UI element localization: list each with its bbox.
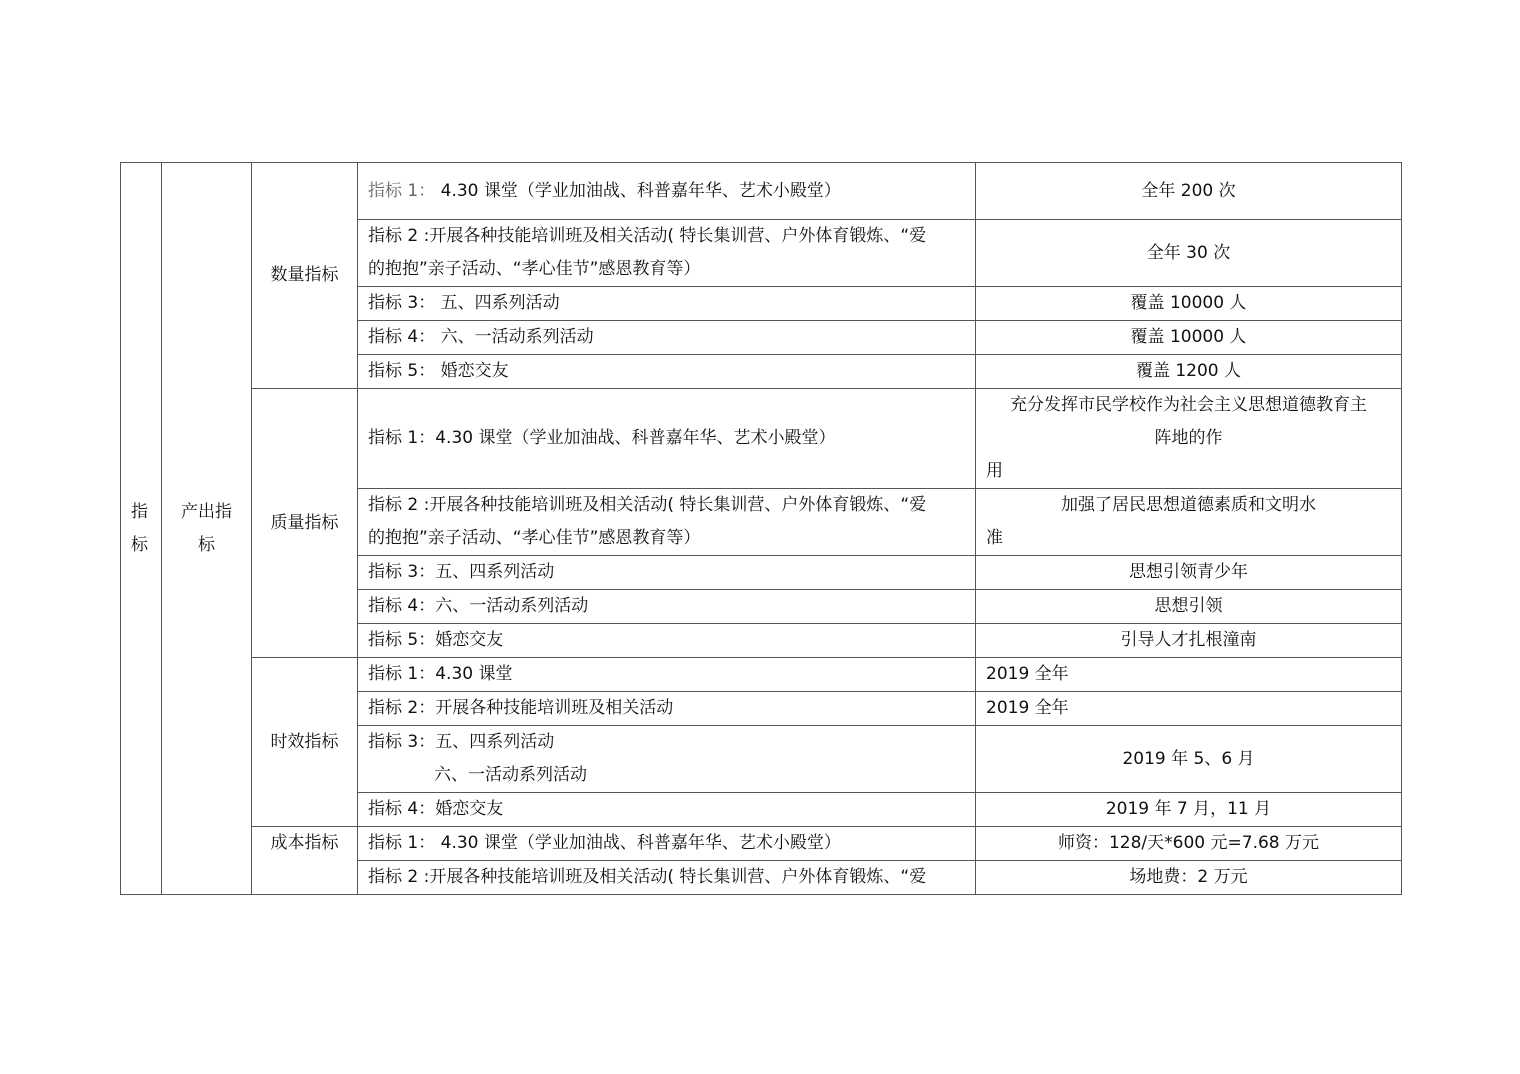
indicator-text: 指标 2 :开展各种技能培训班及相关活动( 特长集训营、户外体育锻炼、“爱 的抱抱”亲子活动、“孝心佳节”感恩教育等）: [358, 489, 976, 556]
indicator-value: 2019 年 5、6 月: [976, 726, 1402, 793]
indicator-text: 指标 4：婚恋交友: [358, 793, 976, 827]
category-quantity: 数量指标: [252, 163, 358, 389]
table-row: [121, 389, 1402, 489]
indicator-text: 指标 4： 六、一活动系列活动: [358, 321, 976, 355]
indicator-value: 思想引领: [976, 590, 1402, 624]
indicator-text: 指标 2 :开展各种技能培训班及相关活动( 特长集训营、户外体育锻炼、“爱 的抱抱”亲子活动、“孝心佳节”感恩教育等）: [358, 220, 976, 287]
category-cost: 成本指标: [252, 827, 358, 895]
indicator-value: 场地费：2 万元: [976, 861, 1402, 895]
indicator-text: 指标 2 :开展各种技能培训班及相关活动( 特长集训营、户外体育锻炼、“爱: [358, 861, 976, 895]
indicator-value: 覆盖 1200 人: [976, 355, 1402, 389]
indicator-value: 全年 30 次: [976, 220, 1402, 287]
performance-indicator-table: [120, 162, 1402, 895]
indicator-value: 覆盖 10000 人: [976, 287, 1402, 321]
category-timeliness: 时效指标: [252, 658, 358, 827]
category-quality: 质量指标: [252, 389, 358, 658]
indicator-value: 覆盖 10000 人: [976, 321, 1402, 355]
indicator-text: 指标 1：4.30 课堂: [358, 658, 976, 692]
indicator-value: 2019 全年: [976, 692, 1402, 726]
indicator-value: 充分发挥市民学校作为社会主义思想道德教育主 阵地的作 用: [976, 389, 1402, 489]
indicator-text: 指标 3： 五、四系列活动: [358, 287, 976, 321]
indicator-value: 师资：128/天*600 元=7.68 万元: [976, 827, 1402, 861]
indicator-text: 指标 4：六、一活动系列活动: [358, 590, 976, 624]
indicator-text: 指标 5：婚恋交友: [358, 624, 976, 658]
indicator-value: 引导人才扎根潼南: [976, 624, 1402, 658]
indicator-value: 全年 200 次: [976, 163, 1402, 220]
level2-cell: 产出指 标: [162, 163, 252, 895]
indicator-value: 思想引领青少年: [976, 556, 1402, 590]
indicator-text: 指标 1：4.30 课堂（学业加油战、科普嘉年华、艺术小殿堂）: [358, 389, 976, 489]
indicator-text: 指标 2：开展各种技能培训班及相关活动: [358, 692, 976, 726]
indicator-text: 指标 1： 4.30 课堂（学业加油战、科普嘉年华、艺术小殿堂）: [358, 827, 976, 861]
indicator-text: 指标 5： 婚恋交友: [358, 355, 976, 389]
indicator-text: 指标 3：五、四系列活动: [358, 556, 976, 590]
indicator-text: 指标 3：五、四系列活动 六、一活动系列活动: [358, 726, 976, 793]
indicator-value: 加强了居民思想道德素质和文明水 准: [976, 489, 1402, 556]
indicator-value: 2019 年 7 月，11 月: [976, 793, 1402, 827]
level1-cell: 指 标: [121, 163, 162, 895]
table-row: [121, 163, 1402, 220]
indicator-value: 2019 全年: [976, 658, 1402, 692]
indicator-text: 指标 1： 4.30 课堂（学业加油战、科普嘉年华、艺术小殿堂）: [358, 163, 976, 220]
table-row: [121, 827, 1402, 861]
table-row: [121, 658, 1402, 692]
